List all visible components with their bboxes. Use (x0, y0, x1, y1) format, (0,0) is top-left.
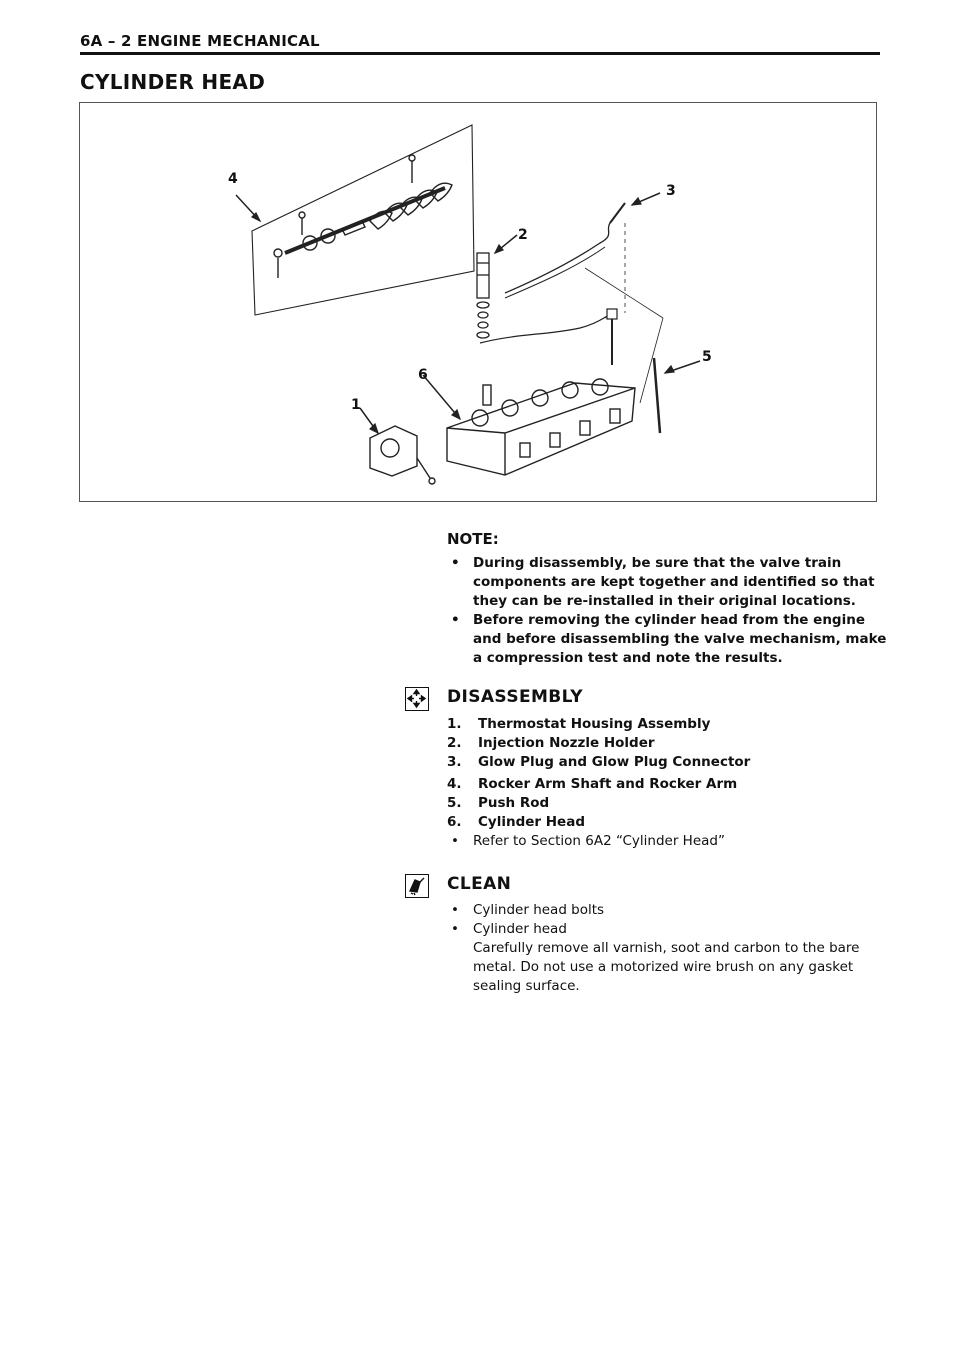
note-block (447, 530, 887, 668)
note-item-text: Before removing the cylinder head from the engine and before disassembling the valve mechanism, make a compression test and note the results. (473, 612, 887, 666)
step-item (447, 775, 887, 794)
step-item (447, 813, 887, 832)
step-label: Injection Nozzle Holder (478, 735, 655, 751)
bullet: • (451, 555, 460, 571)
callout-1: 1 (351, 397, 361, 413)
note-list (447, 554, 887, 668)
bullet: • (451, 833, 459, 849)
step-sub-note-text: Refer to Section 6A2 “Cylinder Head” (473, 833, 725, 849)
step-item (447, 715, 887, 734)
clean-item-text: Cylinder head (473, 921, 567, 937)
header-text: 6A – 2 ENGINE MECHANICAL (80, 32, 320, 50)
step-item (447, 794, 887, 813)
step-label: Push Rod (478, 795, 550, 811)
step-label: Rocker Arm Shaft and Rocker Arm (478, 776, 738, 792)
step-label: Glow Plug and Glow Plug Connector (478, 754, 751, 770)
step-number: 2. (447, 735, 462, 751)
exploded-diagram-drawing (80, 103, 878, 503)
callout-6: 6 (418, 367, 428, 383)
callout-2: 2 (518, 227, 528, 243)
disassembly-title: DISASSEMBLY (447, 687, 583, 707)
note-title: NOTE: (447, 530, 499, 548)
step-label: Cylinder Head (478, 814, 585, 830)
clean-items (447, 901, 887, 939)
disassembly-section (405, 687, 885, 857)
step-item (447, 753, 887, 772)
clean-brush-icon (405, 874, 429, 898)
clean-item (447, 920, 887, 939)
bullet: • (451, 902, 459, 918)
step-number: 4. (447, 776, 462, 792)
clean-description: Carefully remove all varnish, soot and carbon to the bare metal. Do not use a motorized wire brush on any gasket sealing surface. (473, 940, 860, 994)
clean-title: CLEAN (447, 874, 512, 894)
page-title: CYLINDER HEAD (80, 70, 266, 94)
step-item (447, 734, 887, 753)
step-sub-note (447, 832, 887, 851)
step-number: 5. (447, 795, 462, 811)
note-item-text: During disassembly, be sure that the valve train components are kept together and identified so that they can be re-installed in their original locations. (473, 555, 875, 609)
clean-item (447, 901, 887, 920)
page-header (80, 32, 880, 55)
clean-list (447, 901, 887, 996)
disassembly-steps (447, 715, 887, 851)
callout-3: 3 (666, 183, 676, 199)
step-sub-list (447, 832, 887, 851)
step-label: Thermostat Housing Assembly (478, 716, 711, 732)
disassembly-arrows-icon (405, 687, 429, 711)
step-number: 6. (447, 814, 462, 830)
note-item (447, 554, 887, 611)
clean-section (405, 874, 885, 1004)
clean-item-text: Cylinder head bolts (473, 902, 605, 918)
step-number: 3. (447, 754, 462, 770)
callout-4: 4 (228, 171, 238, 187)
note-item (447, 611, 887, 668)
exploded-diagram (79, 102, 877, 502)
step-number: 1. (447, 716, 462, 732)
bullet: • (451, 612, 460, 628)
callout-5: 5 (702, 349, 712, 365)
bullet: • (451, 921, 459, 937)
